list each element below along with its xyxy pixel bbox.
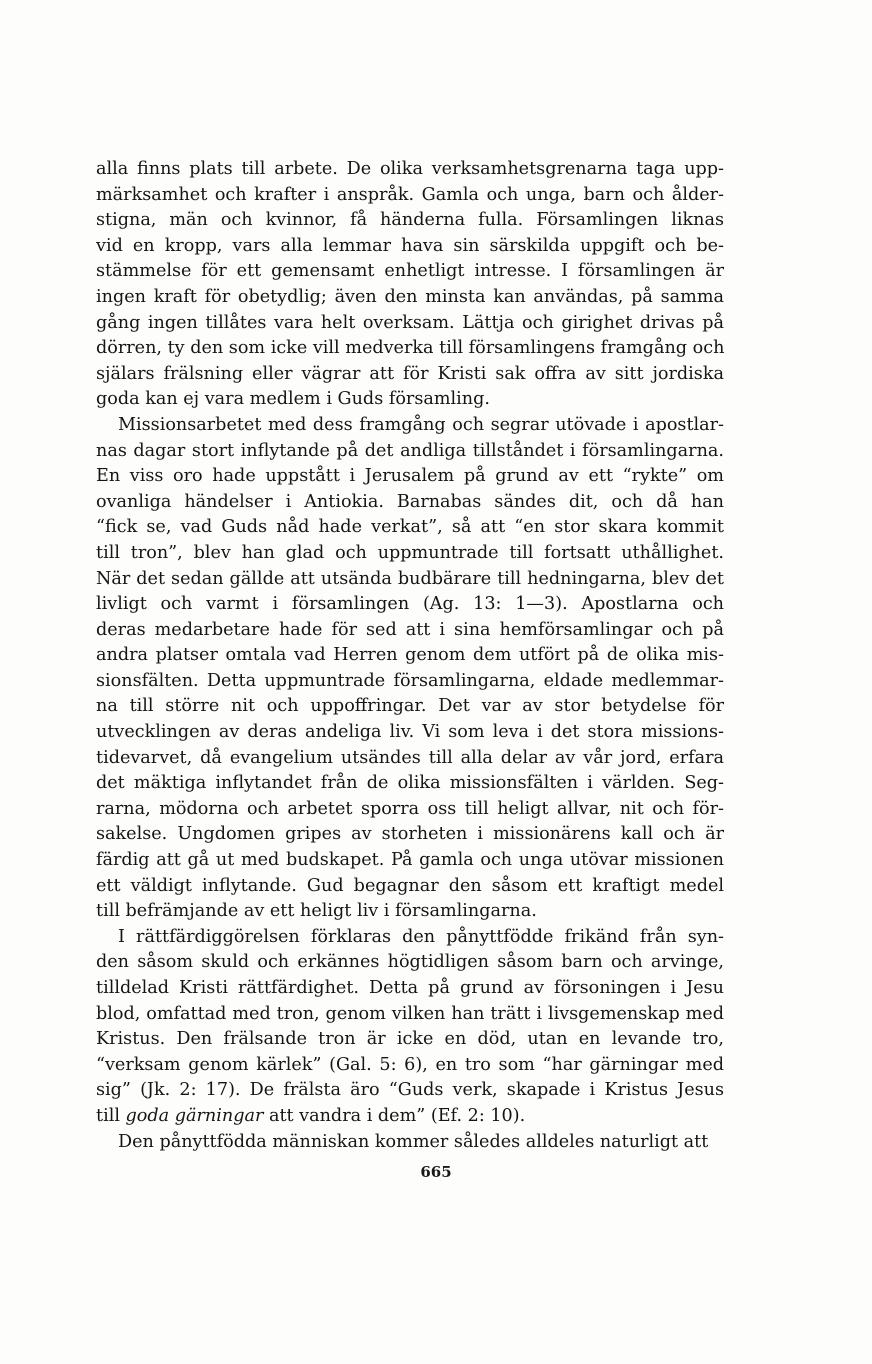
paragraph xyxy=(96,925,724,1130)
text-line: tilldelad Kristi rättfärdighet. Detta på grund av försoningen i Jesu xyxy=(96,978,724,998)
text-line: gång ingen tillåtes vara helt overksam. Lättja och girighet drivas på xyxy=(96,312,724,333)
text-line xyxy=(96,1104,724,1130)
text-line: stigna, män och kvinnor, få händerna fulla. Församlingen liknas xyxy=(96,210,724,231)
body-text xyxy=(96,157,724,1155)
text-run: att vandra i dem” (Ef. 2: 10). xyxy=(263,1105,526,1126)
text-line: ovanliga händelser i Antiokia. Barnabas sändes dit, och då han xyxy=(96,491,724,512)
page-number: 665 xyxy=(420,1163,452,1181)
text-line: goda kan ej vara medlem i Guds församling. xyxy=(96,389,490,410)
text-line: färdig att gå ut med budskapet. På gamla och unga utövar missionen xyxy=(96,850,724,871)
paragraph xyxy=(96,1130,724,1156)
italic-phrase: goda gärningar xyxy=(125,1105,264,1126)
text-line: andra platser omtala vad Herren genom dem utfört på de olika mis- xyxy=(96,645,724,666)
text-line: dörren, ty den som icke vill medverka till församlingens framgång och xyxy=(96,338,725,359)
text-line: ett väldigt inflytande. Gud begagnar den såsom ett kraftigt medel xyxy=(96,875,724,896)
text-line: sig” (Jk. 2: 17). De frälsta äro “Guds verk, skapade i Kristus Jesus xyxy=(96,1080,724,1101)
text-line: alla finns plats till arbete. De olika verksamhetsgrenarna taga upp- xyxy=(96,159,724,179)
text-line: Den pånyttfödda människan kommer således alldeles naturligt att xyxy=(118,1131,709,1152)
text-line: till befrämjande av ett heligt liv i församlingarna. xyxy=(96,901,537,922)
text-line: till tron”, blev han glad och uppmuntrade till fortsatt uthållighet. xyxy=(96,542,724,563)
text-line: själars frälsning eller vägrar att för Kristi sak offra av sitt jordiska xyxy=(96,363,724,384)
text-line: livligt och varmt i församlingen (Ag. 13: 1—3). Apostlarna och xyxy=(96,594,724,615)
text-line: “verksam genom kärlek” (Gal. 5: 6), en tro som “har gärningar med xyxy=(96,1054,724,1075)
text-line: vid en kropp, vars alla lemmar hava sin särskilda uppgift och be- xyxy=(96,235,724,256)
text-line: rarna, mödorna och arbetet sporra oss till heligt allvar, nit och för- xyxy=(96,798,724,819)
text-run: till xyxy=(96,1105,126,1126)
text-line: det mäktiga inflytandet från de olika missionsfälten i världen. Seg- xyxy=(96,773,724,794)
text-line: nas dagar stort inflytande på det andliga tillståndet i församlingarna. xyxy=(96,440,724,461)
text-line: märksamhet och krafter i anspråk. Gamla och unga, barn och ålder- xyxy=(96,184,724,205)
text-line: “fick se, vad Guds nåd hade verkat”, så att “en stor skara kommit xyxy=(96,517,724,538)
text-line: Kristus. Den frälsande tron är icke en död, utan en levande tro, xyxy=(96,1029,724,1050)
text-line: tidevarvet, då evangelium utsändes till alla delar av vår jord, erfara xyxy=(96,747,724,768)
text-line: utvecklingen av deras andeliga liv. Vi som leva i det stora missions- xyxy=(96,722,724,743)
text-line: stämmelse för ett gemensamt enhetligt intresse. I församlingen är xyxy=(96,261,724,282)
text-line: deras medarbetare hade för sed att i sina hemförsamlingar och på xyxy=(96,619,724,640)
text-line: na till större nit och uppoffringar. Det var av stor betydelse för xyxy=(96,696,724,717)
text-line: I rättfärdiggörelsen förklaras den pånyttfödde frikänd från syn- xyxy=(118,926,724,947)
text-line: sakelse. Ungdomen gripes av storheten i missionärens kall och är xyxy=(96,824,724,845)
text-line: En viss oro hade uppstått i Jerusalem på grund av ett “rykte” om xyxy=(96,466,724,487)
text-line: sionsfälten. Detta uppmuntrade församlingarna, eldade medlemmar- xyxy=(96,670,724,691)
paragraph xyxy=(96,157,724,413)
text-line: Missionsarbetet med dess framgång och segrar utövade i apostlar- xyxy=(118,414,724,435)
paragraph xyxy=(96,413,724,925)
text-line: blod, omfattad med tron, genom vilken han trätt i livsgemenskap med xyxy=(96,1003,724,1024)
text-line: den såsom skuld och erkännes högtidligen såsom barn och arvinge, xyxy=(96,952,724,973)
text-line: När det sedan gällde att utsända budbärare till hedningarna, blev det xyxy=(96,568,724,589)
text-line: ingen kraft för obetydlig; även den minsta kan användas, på samma xyxy=(96,286,724,307)
